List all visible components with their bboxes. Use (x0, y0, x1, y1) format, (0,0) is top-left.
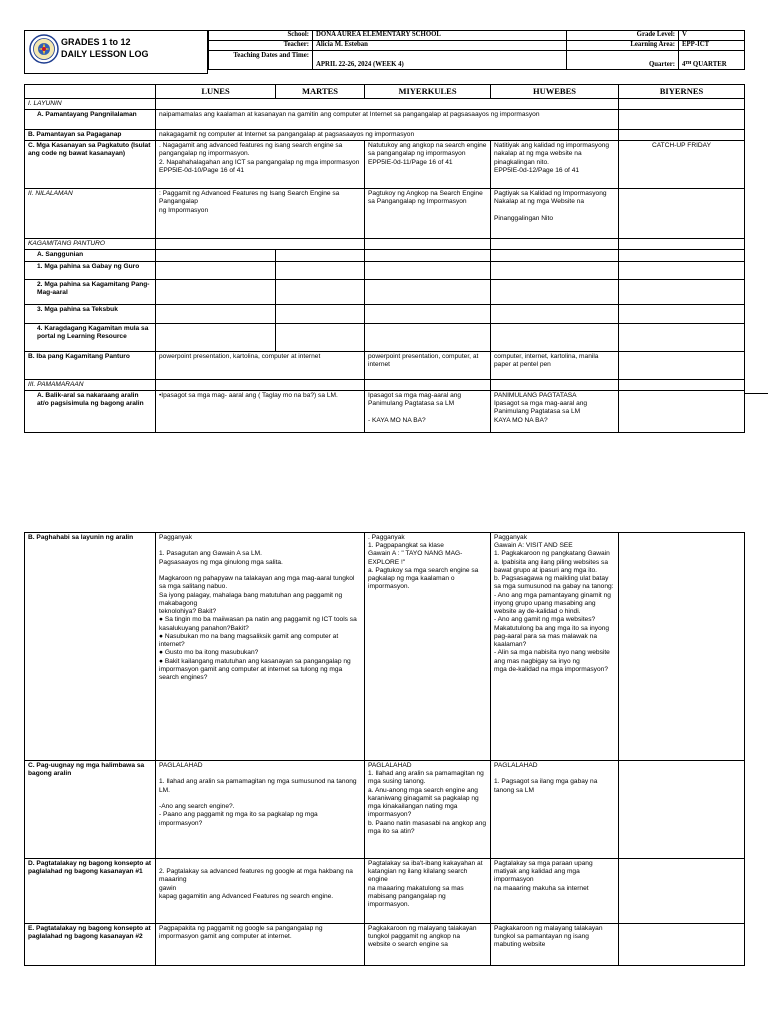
row-label-mag-aaral: 2. Mga pahina sa Kagamitang Pang-Mag-aaral (25, 279, 156, 304)
school-label: School: (209, 31, 313, 41)
blank-cell (365, 279, 491, 304)
pagkatuto-miyerkules: Natutukoy ang angkop na search engine sa pangangalap ng impormasyon EPP5IE-0d-11/Page 16 of 41 (365, 141, 491, 189)
blank-cell (619, 261, 745, 279)
lesson-log-table (24, 84, 745, 433)
blank-cell (619, 859, 745, 924)
pag-uugnay-huwebes: PAGLALAHAD 1. Pagsagot sa ilang mga gabay na tanong sa LM (491, 761, 619, 859)
pagtatalakay-2-huwebes: Pagkakaroon ng malayang talakayan tungkol sa pamantayan ng isang mabuting website (491, 924, 619, 966)
blank-cell (156, 239, 365, 250)
blank-cell (619, 250, 745, 261)
blank-cell (156, 98, 619, 109)
nilalaman-lunes: : Paggamit ng Advanced Features ng Isang Search Engine sa Pangangalap ng Impormasyon (156, 189, 365, 239)
grade-level-value: V (679, 31, 745, 41)
blank-cell (619, 279, 745, 304)
header-title-line1: GRADES 1 to 12 (61, 37, 131, 47)
blank-cell (365, 304, 491, 323)
corner-cell (25, 85, 156, 99)
blank-cell (365, 239, 491, 250)
header-title-line2: DAILY LESSON LOG (61, 49, 149, 59)
learning-area-label: Learning Area: (619, 41, 679, 51)
blank-cell (619, 129, 745, 140)
deped-seal-icon (29, 34, 59, 64)
day-header-martes: MARTES (276, 85, 365, 99)
day-header-miyerkules: MIYERKULES (365, 85, 491, 99)
blank-cell (619, 109, 745, 129)
day-header-huwebes: HUWEBES (491, 85, 619, 99)
blank-cell (365, 379, 491, 390)
teaching-dates-label: Teaching Dates and Time: (209, 51, 313, 70)
row-label-gabay: 1. Mga pahina sa Gabay ng Guro (25, 261, 156, 279)
pag-uugnay-miyerkules: PAGLALAHAD 1. Ilahad ang aralin sa pamamagitan ng mga susing tanong. a. Anu-anong mga search engine ang karaniwang ginagamit sa pagkalap ng mga kinakailangan nating mga impormasyon? b. Paano natin masasabi na angkop ang mga ito sa atin? (365, 761, 491, 859)
blank-cell (619, 304, 745, 323)
learning-area-value: EPP-ICT (679, 41, 745, 51)
row-label-pangnilalaman: A. Pamantayang Pangnilalaman (25, 109, 156, 129)
blank-cell (365, 250, 491, 261)
pangnilalaman-text: naipamamalas ang kaalaman at kasanayan na gamitin ang computer at Internet sa pangangalap at pagsasaayos ng impormasyon (156, 109, 619, 129)
balik-aral-huwebes: PANIMULANG PAGTATASA Ipasagot sa mga mag-aaral ang Panimulang Pagtatasa sa LM KAYA MO NA BA? (491, 390, 619, 432)
blank-cell (365, 261, 491, 279)
blank-cell (156, 323, 276, 351)
blank-cell (491, 279, 619, 304)
table-edge-line (744, 393, 768, 394)
row-label-sanggunian: A. Sanggunian (25, 250, 156, 261)
pagtatalakay-1-miyerkules: Pagtalakay sa iba't-ibang kakayahan at katangian ng ilang kilalang search engine na maaaring makatulong sa mas mabisang pangangalap ng impormasyon. (365, 859, 491, 924)
teaching-dates-value: APRIL 22-26, 2024 (WEEK 4) (313, 51, 567, 70)
header-empty-cell (567, 51, 619, 70)
balik-aral-miyerkules: Ipasagot sa mga mag-aaral ang Panimulang Pagtatasa sa LM - KAYA MO NA BA? (365, 390, 491, 432)
row-label-iba-pang-kagamitan: B. Iba pang Kagamitang Panturo (25, 351, 156, 379)
pagganap-text: nakagagamit ng computer at Internet sa pangangalap at pagsasaayos ng impormasyon (156, 129, 619, 140)
pagkatuto-huwebes: Natitiyak ang kalidad ng impormasyong nakalap at ng mga website na pinagkalingan nito. EPP5IE-0d-12/Page 16 of 41 (491, 141, 619, 189)
row-label-pagtatalakay-2: E. Pagtatalakay ng bagong konsepto at paglalahad ng bagong kasanayan #2 (25, 924, 156, 966)
blank-cell (619, 390, 745, 432)
blank-cell (491, 250, 619, 261)
paghahabi-lunes: Pagganyak 1. Pasagutan ang Gawain A sa LM. Pagsasaayos ng mga ginulong mga salita. Magkaroon ng pahapyaw na talakayan ang mga mag-aaral tungkol sa mga salitang nabuo. Sa iyong palagay, mahalaga bang matutuhan ang paggamit ng makabagong teknolohiya? Bakit? ● Sa tingin mo ba maiiwasan pa natin ang paggamit ng ICT tools sa kasalukuyang panahon?Bakit? ● Nasubukan mo na bang magsaliksik gamit ang computer at internet? ● Gusto mo ba itong masubukan? ● Bakit kailangang matutuhan ang kasanayan sa pangangalap ng impormasyon gamit ang computer at internet sa tulong ng mga search engines? (156, 533, 365, 761)
section-layunin: I. LAYUNIN (25, 98, 156, 109)
blank-cell (491, 261, 619, 279)
blank-cell (156, 279, 276, 304)
day-header-biyernes: BIYERNES (619, 85, 745, 99)
blank-cell (365, 323, 491, 351)
blank-cell (156, 379, 365, 390)
row-label-pag-uugnay: C. Pag-uugnay ng mga halimbawa sa bagong aralin (25, 761, 156, 859)
pagkatuto-biyernes: CATCH-UP FRIDAY (619, 141, 745, 189)
nilalaman-huwebes: Pagtiyak sa Kalidad ng Impormasyong Nakalap at ng mga Website na Pinanggalingan Nito (491, 189, 619, 239)
day-header-lunes: LUNES (156, 85, 276, 99)
iba-miyerkules: powerpoint presentation, computer, at internet (365, 351, 491, 379)
blank-cell (619, 98, 745, 109)
blank-cell (491, 323, 619, 351)
header-info-table (208, 30, 745, 70)
section-nilalaman: II. NILALAMAN (25, 189, 156, 239)
header-title-box (24, 30, 208, 74)
nilalaman-miyerkules: Pagtukoy ng Angkop na Search Engine sa Pangangalap ng Impormasyon (365, 189, 491, 239)
row-label-paghahabi: B. Paghahabi sa layunin ng aralin (25, 533, 156, 761)
blank-cell (491, 239, 619, 250)
blank-cell (619, 189, 745, 239)
school-value: DOÑA AUREA ELEMENTARY SCHOOL (313, 31, 567, 41)
row-label-karagdagang: 4. Karagdagang Kagamitan mula sa portal ng Learning Resource (25, 323, 156, 351)
blank-cell (276, 323, 365, 351)
pagtatalakay-2-lunes: Pagpapakita ng paggamit ng google sa pangangalap ng impormasyon gamit ang computer at internet. (156, 924, 365, 966)
pagtatalakay-2-miyerkules: Pagkakaroon ng malayang talakayan tungkol paggamit ng angkop na website o search engine sa (365, 924, 491, 966)
row-label-balik-aral: A. Balik-aral sa nakaraang aralin at/o pagsisimula ng bagong aralin (25, 390, 156, 432)
paghahabi-miyerkules: . Pagganyak 1. Pagpapangkat sa klase Gawain A : " TAYO NANG MAG-EXPLORE !" a. Pagtukoy sa mga search engine sa pagkalap ng mga kaalaman o impormasyon. (365, 533, 491, 761)
blank-cell (619, 761, 745, 859)
blank-cell (491, 304, 619, 323)
iba-lunes: powerpoint presentation, kartolina, computer at internet (156, 351, 365, 379)
iba-huwebes: computer, internet, kartolina, manila paper at pentel pen (491, 351, 619, 379)
row-label-pagkatuto: C. Mga Kasanayan sa Pagkatuto (Isulat ang code ng bawat kasanayan) (25, 141, 156, 189)
paghahabi-huwebes: Pagganyak Gawain A: VISIT AND SEE 1. Pagkakaroon ng pangkatang Gawain a. Ipabisita ang ilang piling websites sa bawat grupo at ipasuri ang mga ito. b. Pagsasagawa ng maikling ulat batay sa mga sumusunod na gabay na tanong: - Ano ang mga pamantayang ginamit ng inyong grupo upang masabing ang website ay de-kalidad o hindi. - Ano ang gamit ng mga websites? Makatutulong ba ang mga ito sa inyong pag-aaral para sa mas malawak na kaalaman? - Alin sa mga nabisita nyo nang website ang mas nagbigay sa inyo ng mga de-kalidad na mga impormasyon? (491, 533, 619, 761)
teacher-value: Alicia M. Esteban (313, 41, 567, 51)
grade-level-label: Grade Level: (619, 31, 679, 41)
pagtatalakay-1-lunes: 2. Pagtalakay sa advanced features ng google at mga hakbang na maaaring gawin kapag gagamitin ang Advanced Features ng search engine. (156, 859, 365, 924)
blank-cell (491, 379, 619, 390)
quarter-value: 4ᵀᴴ QUARTER (679, 51, 745, 70)
blank-cell (276, 261, 365, 279)
blank-cell (156, 304, 276, 323)
blank-cell (619, 351, 745, 379)
pagtatalakay-1-huwebes: Pagtalakay sa mga paraan upang matiyak ang kalidad ang mga impormasyon na maaaring makuha sa internet (491, 859, 619, 924)
blank-cell (276, 279, 365, 304)
pag-uugnay-lunes: PAGLALAHAD 1. Ilahad ang aralin sa pamamagitan ng mga sumusunod na tanong LM. -Ano ang search engine?. - Paano ang paggamit ng mga ito sa pagkalap ng mga impormasyon? (156, 761, 365, 859)
blank-cell (619, 379, 745, 390)
blank-cell (619, 239, 745, 250)
teacher-label: Teacher: (209, 41, 313, 51)
blank-cell (619, 323, 745, 351)
row-label-pagtatalakay-1: D. Pagtatalakay ng bagong konsepto at paglalahad ng bagong kasanayan #1 (25, 859, 156, 924)
blank-cell (619, 924, 745, 966)
lesson-log-table-continued (24, 532, 745, 966)
header-empty-cell (567, 41, 619, 51)
section-kagamitan: KAGAMITANG PANTURO (25, 239, 156, 250)
blank-cell (276, 304, 365, 323)
blank-cell (619, 533, 745, 761)
row-label-teksbuk: 3. Mga pahina sa Teksbuk (25, 304, 156, 323)
quarter-label: Quarter: (619, 51, 679, 70)
blank-cell (156, 261, 276, 279)
blank-cell (156, 250, 276, 261)
blank-cell (276, 250, 365, 261)
row-label-pagganap: B. Pamantayan sa Pagaganap (25, 129, 156, 140)
section-pamamaraan: III. PAMAMARAAN (25, 379, 156, 390)
pagkatuto-lunes: . Nagagamit ang advanced features ng isang search engine sa pangangalap ng impormasyon. 2. Napahahalagahan ang ICT sa pangangalap ng mga impormasyon EPP5IE-0d-10/Page 16 of 41 (156, 141, 365, 189)
balik-aral-lunes: •Ipasagot sa mga mag- aaral ang ( Taglay mo na ba?) sa LM. (156, 390, 365, 432)
header-empty-cell (567, 31, 619, 41)
